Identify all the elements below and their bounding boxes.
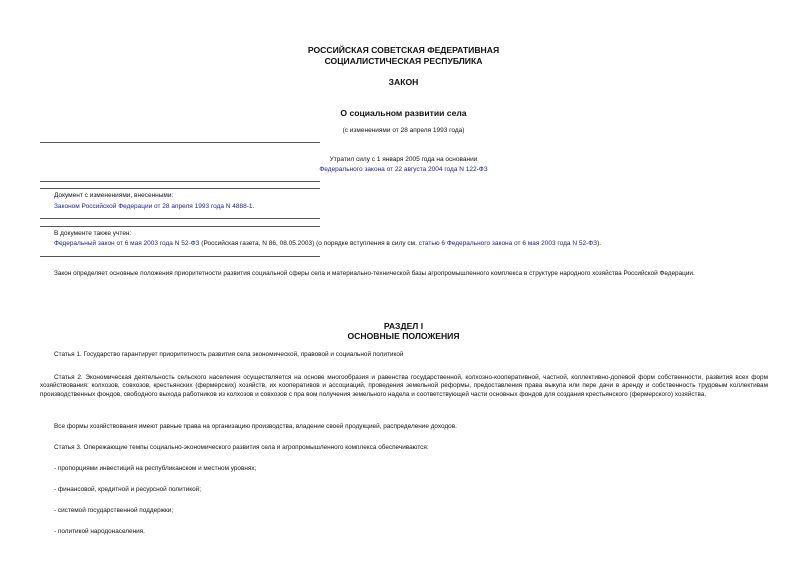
divider: [40, 218, 320, 219]
article-1: Статья 1. Государство гарантирует приоритетность развития села экономической, правовой и социальной политикой: [54, 351, 404, 358]
list-item: - финансовой, кредитной и ресурсной политикой;: [54, 486, 201, 493]
divider: [40, 142, 320, 143]
list-item: - политикой народонаселения.: [54, 528, 145, 535]
article-2: Статья 2. Экономическая деятельность сельского населения осуществляется на основе многообразия и равенства государственной, колхозно-кооперативной, частной, коллективно-долевой форм собственности, развития всех форм хозяйствования: колхозов, совхозов, крестьянских (фермерских) хозяйств, их кооперативов и ассоциаций, проведения земельной реформы, предоставления права выкупа или пере дачи в аренду и собственность трудовым коллективам производственных фондов, свободного выхода работников из колхозов и совхозов с пра вом получения земельного надела и соответствующей части основных фондов для создания крестьянского (фермерского) хозяйства.: [40, 374, 768, 398]
also-line: [54, 240, 601, 248]
divider: [40, 256, 320, 257]
also-label: В документе также учтен:: [54, 230, 132, 237]
divider: [40, 181, 320, 182]
header-line1: РОССИЙСКАЯ СОВЕТСКАЯ ФЕДЕРАТИВНАЯ: [307, 45, 500, 55]
section-title: ОСНОВНЫЕ ПОЛОЖЕНИЯ: [347, 331, 460, 341]
paragraph-equal-rights: Все формы хозяйствования имеют равные права на организацию производства, владение своей продукцией, распределение доходов.: [54, 423, 457, 430]
header-line2: СОЦИАЛИСТИЧЕСКАЯ РЕСПУБЛИКА: [324, 56, 483, 66]
doc-title: О социальном развитии села: [340, 108, 467, 118]
expired-law-link[interactable]: Федерального закона от 22 августа 2004 года N 122-ФЗ: [319, 166, 488, 173]
also-text2: ).: [597, 240, 602, 247]
divider: [40, 188, 320, 189]
article-6-link[interactable]: статью 6 Федерального закона от 6 мая 2003 года N 52-ФЗ: [418, 240, 598, 247]
changes-law-link[interactable]: Законом Российской Федерации от 28 апреля 1993 года N 4888-1.: [54, 203, 255, 210]
amendments-note: (с изменениями от 28 апреля 1993 года): [342, 127, 465, 134]
doc-type: ЗАКОН: [388, 77, 419, 87]
list-item: - пропорциями инвестиций на республиканском и местном уровнях;: [54, 465, 257, 472]
changes-label: Документ с изменениями, внесенными:: [54, 192, 174, 199]
divider: [40, 226, 320, 227]
also-text1: (Российская газета, N 86, 08.05.2003) (о порядке вступления в силу см.: [199, 240, 419, 247]
section-number: РАЗДЕЛ I: [383, 321, 424, 331]
article-3: Статья 3. Опережающие темпы социально-экономического развития села и агропромышленного комплекса обеспечиваются:: [54, 444, 429, 451]
list-item: - системой государственной поддержки;: [54, 507, 174, 514]
expired-text: Утратил силу с 1 января 2005 года на основании: [329, 156, 478, 163]
federal-law-52-link[interactable]: Федеральный закон от 6 мая 2003 года N 52-ФЗ: [54, 240, 200, 247]
preamble: Закон определяет основные положения приоритетности развития социальной сферы села и материально-технической базы агропромышленного комплекса в структуре народного хозяйства Российской Федерации.: [54, 270, 695, 277]
